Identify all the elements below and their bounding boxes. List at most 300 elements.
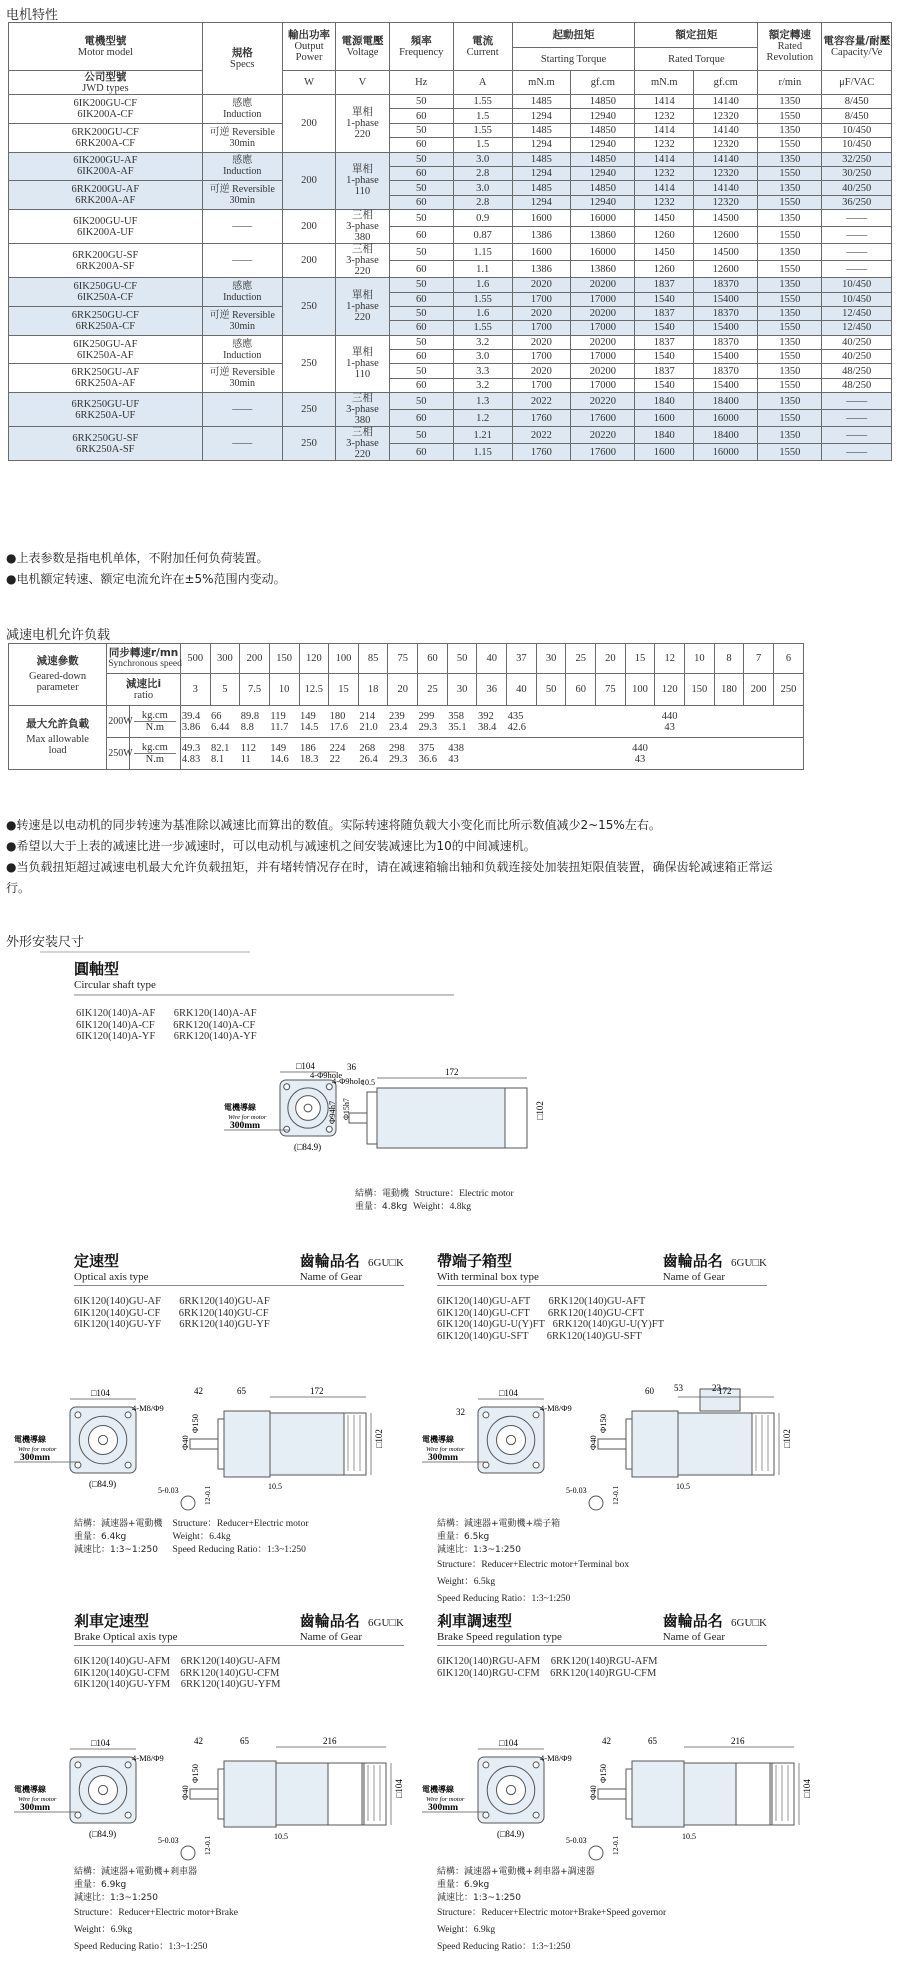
gear-name (663, 1250, 725, 1283)
header-jwd-types: 公司型號 JWD types (9, 71, 203, 95)
dim-label-15: Φ15h7 (342, 1098, 351, 1120)
value-cell: 1485 (512, 181, 571, 195)
mount-hole (533, 1762, 539, 1768)
gear-name-en: Name of Gear (662, 1271, 726, 1283)
output-shaft (598, 1789, 626, 1799)
block-subtitle: Brake Optical axis type (74, 1631, 178, 1643)
block-spec (437, 1518, 629, 1608)
value-cell: 10/450 (822, 138, 892, 152)
spec-line-en: Structure：Reducer+Electric motor+Brake+Speed governor (437, 1908, 667, 1918)
spec-line-en: Speed Reducing Ratio：1:3~1:250 (437, 1942, 571, 1952)
load-value: 119 11.7 (269, 706, 299, 738)
value-cell: 3.2 (453, 378, 512, 392)
round-shaft-title: 圓軸型 (74, 960, 120, 978)
spec-line: 減速比：1:3~1:250 (437, 1893, 521, 1903)
value-cell: 1550 (758, 444, 822, 461)
sync-value: 15 (625, 644, 655, 674)
value-cell: 14850 (571, 123, 635, 137)
value-cell: 1232 (635, 195, 694, 209)
value-cell: —— (822, 227, 892, 244)
value-cell: 1294 (512, 166, 571, 180)
motor-end-cap (364, 1763, 386, 1825)
value-cell: 12320 (694, 138, 758, 152)
gear-name-en: Name of Gear (662, 1631, 726, 1643)
ratio-value: 10 (269, 674, 299, 706)
value-cell: 16000 (694, 410, 758, 427)
mount-hole (483, 1812, 489, 1818)
value-cell: 17000 (571, 321, 635, 335)
block-header (74, 1610, 404, 1646)
value-cell: 10/450 (822, 123, 892, 137)
section-title-allowable-load: 减速电机允许负载 (6, 628, 111, 643)
mount-hole (533, 1812, 539, 1818)
load-value: 149 14.6 (269, 738, 299, 770)
spec-cell: 可逆 Reversible 30min (202, 306, 282, 335)
dim-label-holes: 4-Φ9hole (310, 1070, 343, 1080)
value-cell: 1414 (635, 152, 694, 166)
allowable-load-table (8, 643, 804, 770)
mount-hole (533, 1462, 539, 1468)
load-value: 392 38.4 (477, 706, 507, 738)
spec-line: 重量：6.4kg (74, 1532, 127, 1542)
ratio-value: 18 (358, 674, 388, 706)
mount-hole (125, 1412, 131, 1418)
value-cell: 14500 (694, 210, 758, 227)
value-cell: 1760 (512, 444, 571, 461)
value-cell: 14850 (571, 95, 635, 109)
header-cell: 輸出功率 Output Power (282, 23, 335, 71)
block-header (74, 1250, 404, 1286)
ratio-value: 3 (180, 674, 210, 706)
dim-label-holes: 4-M8/Φ9 (132, 1403, 164, 1413)
gear-code: 6GU□K (731, 1617, 767, 1629)
value-cell: 1550 (758, 166, 822, 180)
load-value: 112 11 (240, 738, 270, 770)
dim-label-key: 5-0.03 (566, 1836, 587, 1845)
shaft-collar (626, 1419, 632, 1469)
block-title-group (74, 1610, 178, 1643)
value-cell: 14140 (694, 95, 758, 109)
model-cell: 6RK250GU-AF 6RK250A-AF (9, 364, 203, 393)
spec-line-en: Weight：6.9kg (437, 1925, 496, 1935)
wire-label-en: Wire for motor (18, 1446, 57, 1453)
gear-name-cn: 齒輪品名 (662, 1252, 723, 1270)
value-cell: 12320 (694, 166, 758, 180)
value-cell: 48/250 (822, 364, 892, 378)
value-cell: 3.3 (453, 364, 512, 378)
spec-line-en: Speed Reducing Ratio：1:3~1:250 (172, 1545, 306, 1555)
value-cell: 1.55 (453, 123, 512, 137)
value-cell: 60 (389, 292, 453, 306)
motor-end-cap (344, 1413, 366, 1475)
value-cell: 2.8 (453, 195, 512, 209)
wire-label: 電機導線 (14, 1435, 46, 1444)
dim-label-36: 36 (347, 1062, 356, 1072)
dim-label-40: Φ40 (588, 1785, 598, 1800)
gear-name-en: Name of Gear (299, 1631, 363, 1643)
mount-hole (533, 1412, 539, 1418)
value-cell: 18370 (694, 335, 758, 349)
shaft-circle (98, 1785, 107, 1794)
header-unit: W (282, 71, 335, 95)
dim-label-40: Φ40 (180, 1785, 190, 1800)
brake-optical-axis-drawing (8, 1735, 408, 1865)
motor-end-cap (752, 1413, 774, 1475)
ratio-value: 100 (625, 674, 655, 706)
value-cell: 1232 (635, 138, 694, 152)
header-unit: gf.cm (694, 71, 758, 95)
value-cell: 14140 (694, 152, 758, 166)
value-cell: 48/250 (822, 378, 892, 392)
dim-label-849: (□84.9) (294, 1142, 322, 1152)
spec-line-en: Speed Reducing Ratio：1:3~1:250 (437, 1594, 571, 1604)
spec-cell: —— (202, 210, 282, 244)
mount-hole (284, 1084, 290, 1090)
sync-value: 40 (477, 644, 507, 674)
value-cell: 1294 (512, 109, 571, 123)
voltage-cell: 三相 3-phase 380 (336, 393, 389, 427)
ratio-value: 7.5 (240, 674, 270, 706)
spec-line: 減速比：1:3~1:250 (74, 1893, 158, 1903)
load-value: 298 29.3 (388, 738, 418, 770)
power-cell: 250 (282, 278, 335, 336)
value-cell: 1.21 (453, 427, 512, 444)
ratio-header: 減速比i ratio (107, 674, 181, 706)
wire-label-en: Wire for motor (228, 1114, 267, 1121)
value-cell: 1350 (758, 278, 822, 292)
dim-label-53: 53 (674, 1383, 683, 1393)
value-cell: 12/450 (822, 321, 892, 335)
value-cell: 14140 (694, 123, 758, 137)
block-models: 6IK120(140)GU-AF 6RK120(140)GU-AF 6IK120(140)GU-CF 6RK120(140)GU-CF 6IK120(140)GU-YF 6RK120(140)GU-YF (74, 1296, 270, 1330)
ratio-value: 200 (744, 674, 774, 706)
value-cell: 1540 (635, 321, 694, 335)
section-title-dimensions: 外形安装尺寸 (6, 935, 85, 950)
value-cell: 15400 (694, 350, 758, 364)
wire-label-en: Wire for motor (426, 1796, 465, 1803)
max-load-header: 最大允許負載 Max allowable load (9, 706, 107, 770)
value-cell: —— (822, 444, 892, 461)
value-cell: 1232 (635, 109, 694, 123)
value-cell: 1350 (758, 306, 822, 320)
value-cell: 60 (389, 166, 453, 180)
shaft-collar (218, 1419, 224, 1469)
value-cell: 1540 (635, 350, 694, 364)
terminal-box-drawing (416, 1385, 816, 1515)
dim-label-150: Φ150 (598, 1764, 608, 1783)
spec-line-en: Speed Reducing Ratio：1:3~1:250 (74, 1942, 208, 1952)
dim-label-square: □104 (296, 1061, 315, 1071)
header-unit: gf.cm (571, 71, 635, 95)
header-unit: A (453, 71, 512, 95)
dim-label-right: □102 (782, 1429, 792, 1448)
value-cell: 1350 (758, 210, 822, 227)
sync-value: 8 (714, 644, 744, 674)
value-cell: 60 (389, 410, 453, 427)
dim-label-length: 172 (718, 1386, 732, 1396)
value-cell: 0.9 (453, 210, 512, 227)
value-cell: 17600 (571, 410, 635, 427)
load-value: 438 43 (447, 738, 477, 770)
round-shaft-models: 6IK120(140)A-AF 6RK120(140)A-AF 6IK120(140)A-CF 6RK120(140)A-CF 6IK120(140)A-YF 6RK120(140)A-YF (76, 1008, 257, 1042)
ratio-value: 180 (714, 674, 744, 706)
header-motor-model: 電機型號 Motor model (9, 23, 203, 71)
block-spec (74, 1518, 308, 1557)
spec-cell: 可逆 Reversible 30min (202, 181, 282, 210)
value-cell: 1485 (512, 123, 571, 137)
value-cell: 15400 (694, 378, 758, 392)
load-value: 239 23.4 (388, 706, 418, 738)
value-cell: 1350 (758, 244, 822, 261)
unit-cell: kg.cm N.m (129, 738, 180, 770)
value-cell: 2020 (512, 364, 571, 378)
value-cell: 50 (389, 306, 453, 320)
header-unit: r/min (758, 71, 822, 95)
dim-label-right: □104 (394, 1779, 404, 1798)
motor-characteristics-table (8, 22, 892, 461)
dim-label-65: 60 (645, 1386, 654, 1396)
gear-code: 6GU□K (368, 1257, 404, 1269)
value-cell: 40/250 (822, 181, 892, 195)
model-cell: 6RK200GU-AF 6RK200A-AF (9, 181, 203, 210)
load-value: 66 6.44 (210, 706, 240, 738)
spec-line-en: Weight：6.4kg (172, 1532, 231, 1542)
value-cell: 20200 (571, 335, 635, 349)
load-value: 224 22 (329, 738, 359, 770)
dim-label-102: □102 (535, 1101, 545, 1120)
value-cell: 14140 (694, 181, 758, 195)
model-cell: 6IK250GU-AF 6IK250A-AF (9, 335, 203, 364)
note-line: ●转速是以电动机的同步转速为基准除以减速比而算出的数值。实际转速将随负载大小变化而比所示数值减少2~15%左右。 (6, 818, 661, 832)
mount-hole (125, 1762, 131, 1768)
dim-label-key: 5-0.03 (158, 1836, 179, 1845)
value-cell: 20220 (571, 393, 635, 410)
mount-hole (326, 1126, 332, 1132)
block-models: 6IK120(140)GU-AFM 6RK120(140)GU-AFM 6IK120(140)GU-CFM 6RK120(140)GU-CFM 6IK120(140)GU-YFM 6RK120(140)GU-YFM (74, 1656, 281, 1690)
value-cell: 17000 (571, 350, 635, 364)
note-line: ●希望以大于上表的减速比进一步减速时，可以电动机与减速机之间安装减速比为10的中间减速机。 (6, 839, 536, 853)
ratio-value: 12.5 (299, 674, 329, 706)
dim-label-23: 23 (712, 1383, 721, 1393)
value-cell: 3.0 (453, 350, 512, 364)
value-cell: 1550 (758, 321, 822, 335)
value-cell: 1600 (512, 244, 571, 261)
voltage-cell: 三相 3-phase 220 (336, 427, 389, 461)
spec-cell: 感應 Induction (202, 95, 282, 124)
value-cell: 1700 (512, 378, 571, 392)
dim-label-holes: 4-M8/Φ9 (540, 1403, 572, 1413)
value-cell: 18370 (694, 306, 758, 320)
brake-speed-regulation-drawing (416, 1735, 816, 1865)
load-value: 180 17.6 (329, 706, 359, 738)
spec-line: 減速比：1:3~1:250 (437, 1545, 521, 1555)
brake-unit (736, 1763, 770, 1825)
value-cell: 50 (389, 210, 453, 227)
model-cell: 6IK200GU-CF 6IK200A-CF (9, 95, 203, 124)
shaft-circle (506, 1785, 515, 1794)
value-cell: 50 (389, 123, 453, 137)
sync-value: 75 (388, 644, 418, 674)
value-cell: 1350 (758, 123, 822, 137)
mount-hole (75, 1812, 81, 1818)
flange-side (367, 1092, 377, 1144)
sync-value: 300 (210, 644, 240, 674)
value-cell: 13860 (571, 261, 635, 278)
model-cell: 6RK250GU-UF 6RK250A-UF (9, 393, 203, 427)
spec-cell: 感應 Induction (202, 278, 282, 307)
block-title-group (74, 1250, 149, 1283)
value-cell: 1294 (512, 138, 571, 152)
gear-head (632, 1761, 684, 1827)
value-cell: 1294 (512, 195, 571, 209)
brake-unit (328, 1763, 362, 1825)
block-models: 6IK120(140)RGU-AFM 6RK120(140)RGU-AFM 6IK120(140)RGU-CFM 6RK120(140)RGU-CFM (437, 1656, 658, 1679)
value-cell: 1837 (635, 306, 694, 320)
dim-label-42: 42 (602, 1736, 611, 1746)
mount-hole (125, 1462, 131, 1468)
value-cell: 1540 (635, 292, 694, 306)
header-cell: 電源電壓 Voltage (336, 23, 389, 71)
note-line: 行。 (6, 881, 31, 895)
power-cell: 200 (282, 244, 335, 278)
value-cell: 1550 (758, 138, 822, 152)
value-cell: 1837 (635, 364, 694, 378)
dim-label-105: 10.5 (361, 1078, 375, 1087)
value-cell: 1.5 (453, 138, 512, 152)
value-cell: 1350 (758, 181, 822, 195)
dim-label-square: □104 (499, 1388, 518, 1398)
header-torque-en: Starting Torque (512, 48, 635, 71)
load-value: 82.1 8.1 (210, 738, 240, 770)
value-cell: 60 (389, 321, 453, 335)
value-cell: 12320 (694, 195, 758, 209)
table-row (9, 181, 892, 195)
ratio-value: 15 (329, 674, 359, 706)
gear-name-group (300, 1250, 404, 1283)
block-title: 剎車定速型 (74, 1612, 150, 1630)
mount-hole (75, 1762, 81, 1768)
voltage-cell: 單相 1-phase 110 (336, 152, 389, 210)
value-cell: 60 (389, 444, 453, 461)
block-title: 帶端子箱型 (437, 1252, 513, 1270)
dim-label-105: 10.5 (274, 1832, 288, 1841)
value-cell: 1550 (758, 378, 822, 392)
dim-label-40: Φ40 (180, 1435, 190, 1450)
dim-label-holes: 4-M8/Φ9 (132, 1753, 164, 1763)
value-cell: 1232 (635, 166, 694, 180)
round-shaft-block (74, 958, 156, 991)
dim-label-length: 172 (310, 1386, 324, 1396)
dim-label-40: Φ40 (588, 1435, 598, 1450)
ratio-value: 40 (507, 674, 537, 706)
value-cell: 50 (389, 393, 453, 410)
dim-label-849: (□84.9) (89, 1829, 117, 1839)
value-cell: 18400 (694, 393, 758, 410)
value-cell: 60 (389, 350, 453, 364)
gear-name-en: Name of Gear (299, 1271, 363, 1283)
table-row (9, 278, 892, 292)
dim-label-150: Φ150 (598, 1414, 608, 1433)
note-line: ●当负载扭矩超过减速电机最大允许负载扭矩，并有堵转情况存在时，请在减速箱输出轴和负载连接处加装扭矩限值装置，确保齿轮减速箱正常运 (6, 860, 773, 874)
wire-length: 300mm (428, 1803, 459, 1813)
value-cell: 13860 (571, 227, 635, 244)
mount-hole (75, 1462, 81, 1468)
value-cell: 1550 (758, 261, 822, 278)
value-cell: 1550 (758, 410, 822, 427)
load-value: 186 18.3 (299, 738, 329, 770)
value-cell: 2020 (512, 335, 571, 349)
dim-label-length: 216 (731, 1736, 745, 1746)
dim-label-holes: 4-M8/Φ9 (540, 1753, 572, 1763)
value-cell: 1.15 (453, 244, 512, 261)
block-subtitle: Optical axis type (74, 1271, 149, 1283)
dim-label-65: 65 (240, 1736, 249, 1746)
output-shaft (598, 1439, 626, 1449)
value-cell: 14850 (571, 152, 635, 166)
value-cell: 1700 (512, 292, 571, 306)
header-unit: Hz (389, 71, 453, 95)
value-cell: 15400 (694, 292, 758, 306)
value-cell: 1260 (635, 261, 694, 278)
spec-line-en: Structure：Reducer+Electric motor+Terminal box (437, 1560, 630, 1570)
spec-cell: —— (202, 427, 282, 461)
gear-name-group (300, 1610, 404, 1643)
value-cell: 50 (389, 95, 453, 109)
block-spec (437, 1866, 666, 1956)
dim-label-square: □104 (91, 1388, 110, 1398)
gear-head (224, 1761, 276, 1827)
header-torque: 起動扭矩 (512, 23, 635, 48)
load-value: 149 14.5 (299, 706, 329, 738)
value-cell: 16000 (571, 210, 635, 227)
value-cell: 1550 (758, 292, 822, 306)
spec-line-en: Weight：6.5kg (437, 1577, 496, 1587)
brake-optical-axis-block (74, 1610, 434, 1691)
value-cell: 1840 (635, 427, 694, 444)
value-cell: 17000 (571, 292, 635, 306)
value-cell: 50 (389, 181, 453, 195)
key-section (589, 1496, 603, 1510)
block-title-group (437, 1250, 539, 1283)
ratio-value: 75 (596, 674, 626, 706)
value-cell: 20200 (571, 364, 635, 378)
max-load-value: 440 43 (477, 738, 804, 770)
value-cell: 60 (389, 261, 453, 278)
sync-value: 60 (418, 644, 448, 674)
spec-line-en: Weight：6.9kg (74, 1925, 133, 1935)
value-cell: 8/450 (822, 109, 892, 123)
wire-length: 300mm (230, 1121, 261, 1131)
value-cell: 1350 (758, 95, 822, 109)
value-cell: 1386 (512, 261, 571, 278)
dim-label-32: 32 (456, 1407, 465, 1417)
model-cell: 6RK200GU-CF 6RK200A-CF (9, 123, 203, 152)
gear-head (224, 1411, 270, 1477)
value-cell: 2022 (512, 393, 571, 410)
terminal-box-block (437, 1250, 797, 1342)
shaft-collar (218, 1769, 224, 1819)
value-cell: 1350 (758, 393, 822, 410)
dim-label-849: (□84.9) (497, 1829, 525, 1839)
value-cell: 1414 (635, 123, 694, 137)
dim-label-105: 10.5 (268, 1482, 282, 1491)
gear-head (632, 1411, 678, 1477)
output-shaft (349, 1113, 367, 1123)
sync-value: 50 (447, 644, 477, 674)
load-value: 435 42.6 (507, 706, 537, 738)
dim-label-94: Φ94h7 (327, 1100, 337, 1124)
value-cell: —— (822, 210, 892, 227)
